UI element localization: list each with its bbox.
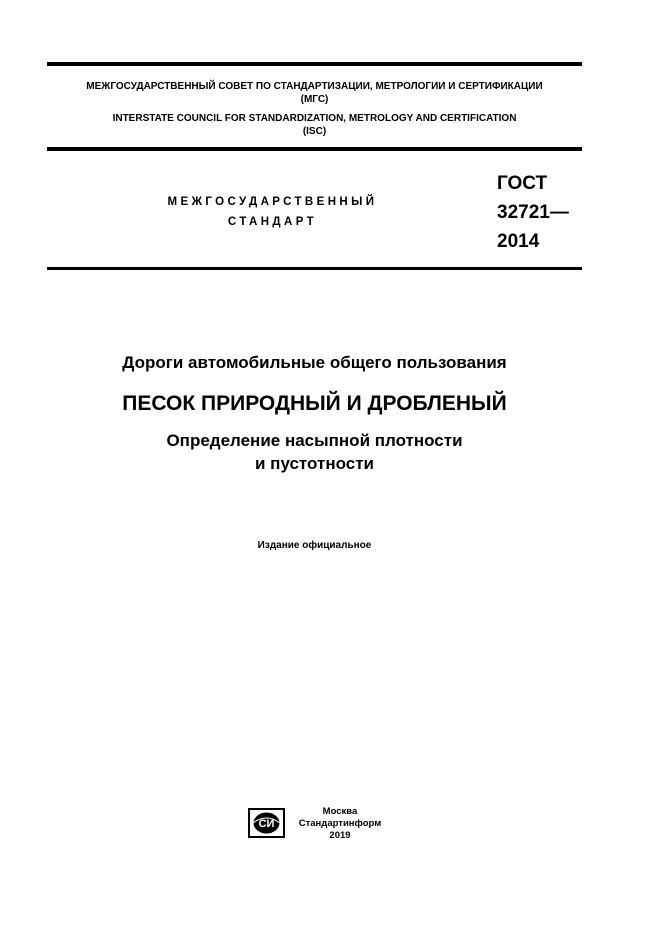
document-category: Дороги автомобильные общего пользования [122, 353, 507, 372]
header-middle-rule [47, 147, 582, 151]
council-name-english [47, 112, 582, 138]
publisher-name: Стандартинформ [298, 818, 382, 829]
publisher-info [292, 806, 388, 842]
logo-monogram: СИ [258, 818, 275, 830]
document-subtitle [47, 429, 582, 475]
council-en-abbreviation: (ISC) [302, 126, 327, 137]
header-bottom-rule [47, 267, 582, 270]
council-ru-line1: МЕЖГОСУДАРСТВЕННЫЙ СОВЕТ ПО СТАНДАРТИЗАЦИИ, МЕТРОЛОГИИ И СЕРТИФИКАЦИИ [86, 81, 543, 92]
standartinform-logo-icon [248, 808, 285, 838]
document-subtitle-line1: Определение насыпной плотности [166, 431, 463, 450]
gost-designation [497, 169, 569, 256]
gost-year: 2014 [497, 231, 540, 252]
publication-year: 2019 [329, 830, 351, 841]
publisher-city: Москва [322, 806, 358, 817]
header-top-rule [47, 62, 582, 66]
document-subtitle-line2: и пустотности [255, 454, 374, 473]
document-title: ПЕСОК ПРИРОДНЫЙ И ДРОБЛЕНЫЙ [122, 392, 507, 415]
council-name-russian [47, 80, 582, 106]
gost-number: 32721— [497, 202, 569, 223]
council-ru-abbreviation: (МГС) [300, 94, 329, 105]
standard-type-line2: СТАНДАРТ [227, 216, 318, 228]
edition-label: Издание официальное [257, 540, 372, 551]
council-en-line1: INTERSTATE COUNCIL FOR STANDARDIZATION, METROLOGY AND CERTIFICATION [112, 113, 517, 124]
gost-prefix: ГОСТ [497, 173, 548, 194]
standard-type-line1: МЕЖГОСУДАРСТВЕННЫЙ [167, 196, 378, 208]
standard-type-label [130, 192, 415, 232]
